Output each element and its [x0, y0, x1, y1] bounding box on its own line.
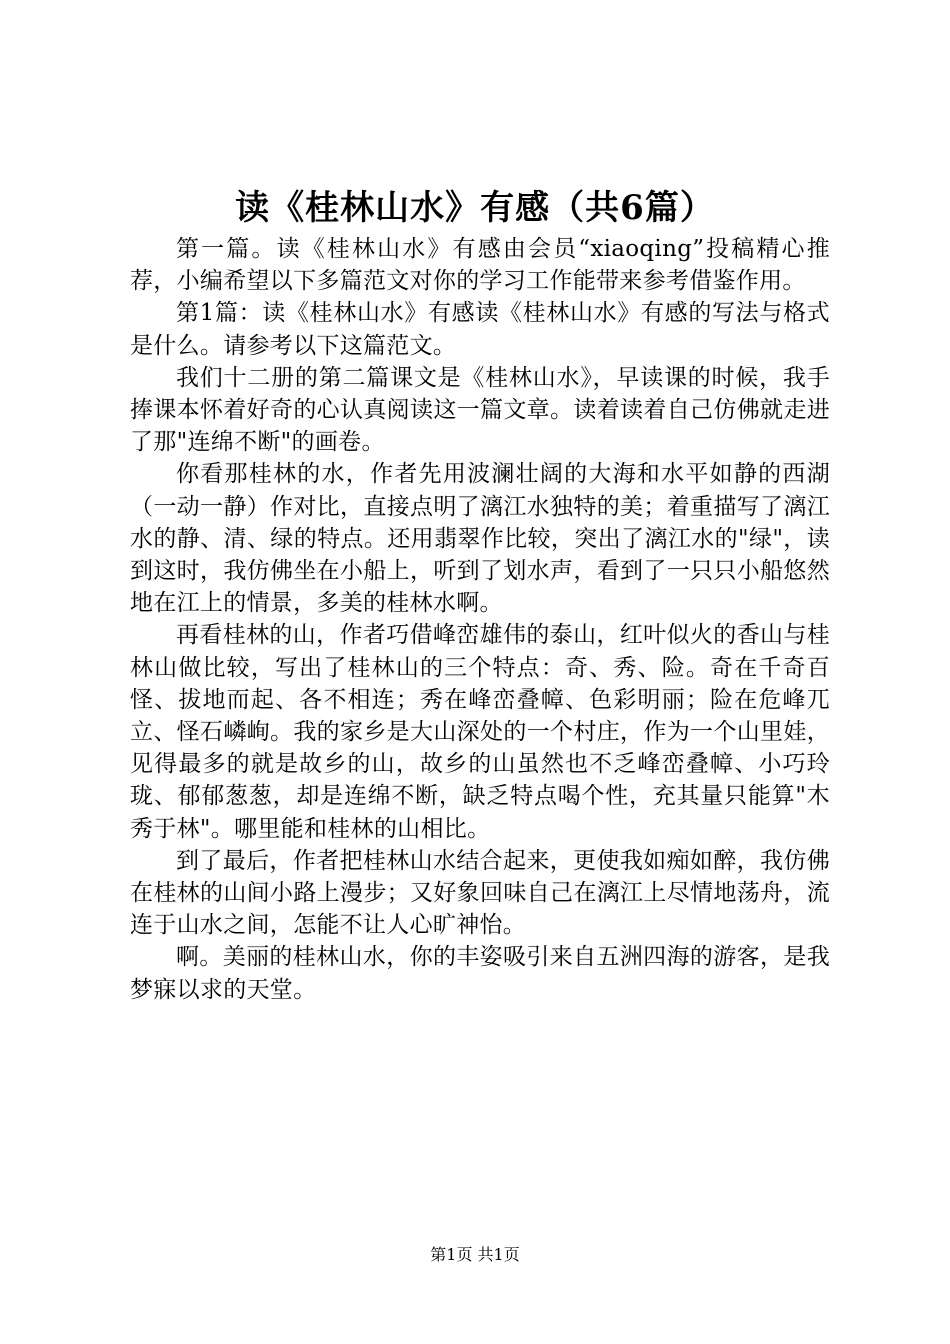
paragraph-6: 到了最后，作者把桂林山水结合起来，更使我如痴如醉，我仿佛在桂林的山间小路上漫步；又好象回味自己在漓江上尽情地荡舟，流连于山水之间，怎能不让人心旷神怡。	[130, 847, 830, 939]
paragraph-3: 我们十二册的第二篇课文是《桂林山水》，早读课的时候，我手捧课本怀着好奇的心认真阅读这一篇文章。读着读着自己仿佛就走进了那"连绵不断"的画卷。	[130, 364, 830, 456]
paragraph-2: 第1篇：读《桂林山水》有感读《桂林山水》有感的写法与格式是什么。请参考以下这篇范文。	[130, 300, 830, 359]
document-body	[130, 233, 830, 1006]
paragraph-4: 你看那桂林的水，作者先用波澜壮阔的大海和水平如静的西湖（一动一静）作对比，直接点明了漓江水独特的美；着重描写了漓江水的静、清、绿的特点。还用翡翠作比较，突出了漓江水的"绿"，读到这时，我仿佛坐在小船上，听到了划水声，看到了一只只小船悠然地在江上的情景，多美的桂林水啊。	[130, 461, 830, 617]
paragraph-7: 啊。美丽的桂林山水，你的丰姿吸引来自五洲四海的游客，是我梦寐以求的天堂。	[130, 944, 830, 1003]
paragraph-1: 第一篇。读《桂林山水》有感由会员“xiaoqing”投稿精心推荐，小编希望以下多篇范文对你的学习工作能带来参考借鉴作用。	[130, 236, 830, 295]
paragraph-5: 再看桂林的山，作者巧借峰峦雄伟的泰山，红叶似火的香山与桂林山做比较，写出了桂林山的三个特点：奇、秀、险。奇在千奇百怪、拔地而起、各不相连；秀在峰峦叠幛、色彩明丽；险在危峰兀立、怪石嶙峋。我的家乡是大山深处的一个村庄，作为一个山里娃，见得最多的就是故乡的山，故乡的山虽然也不乏峰峦叠幛、小巧玲珑、郁郁葱葱，却是连绵不断，缺乏特点喝个性，充其量只能算"木秀于林"。哪里能和桂林的山相比。	[130, 622, 830, 842]
document-title: 读《桂林山水》有感（共6篇）	[235, 188, 715, 228]
page-footer: 第1页 共1页	[430, 1245, 520, 1264]
